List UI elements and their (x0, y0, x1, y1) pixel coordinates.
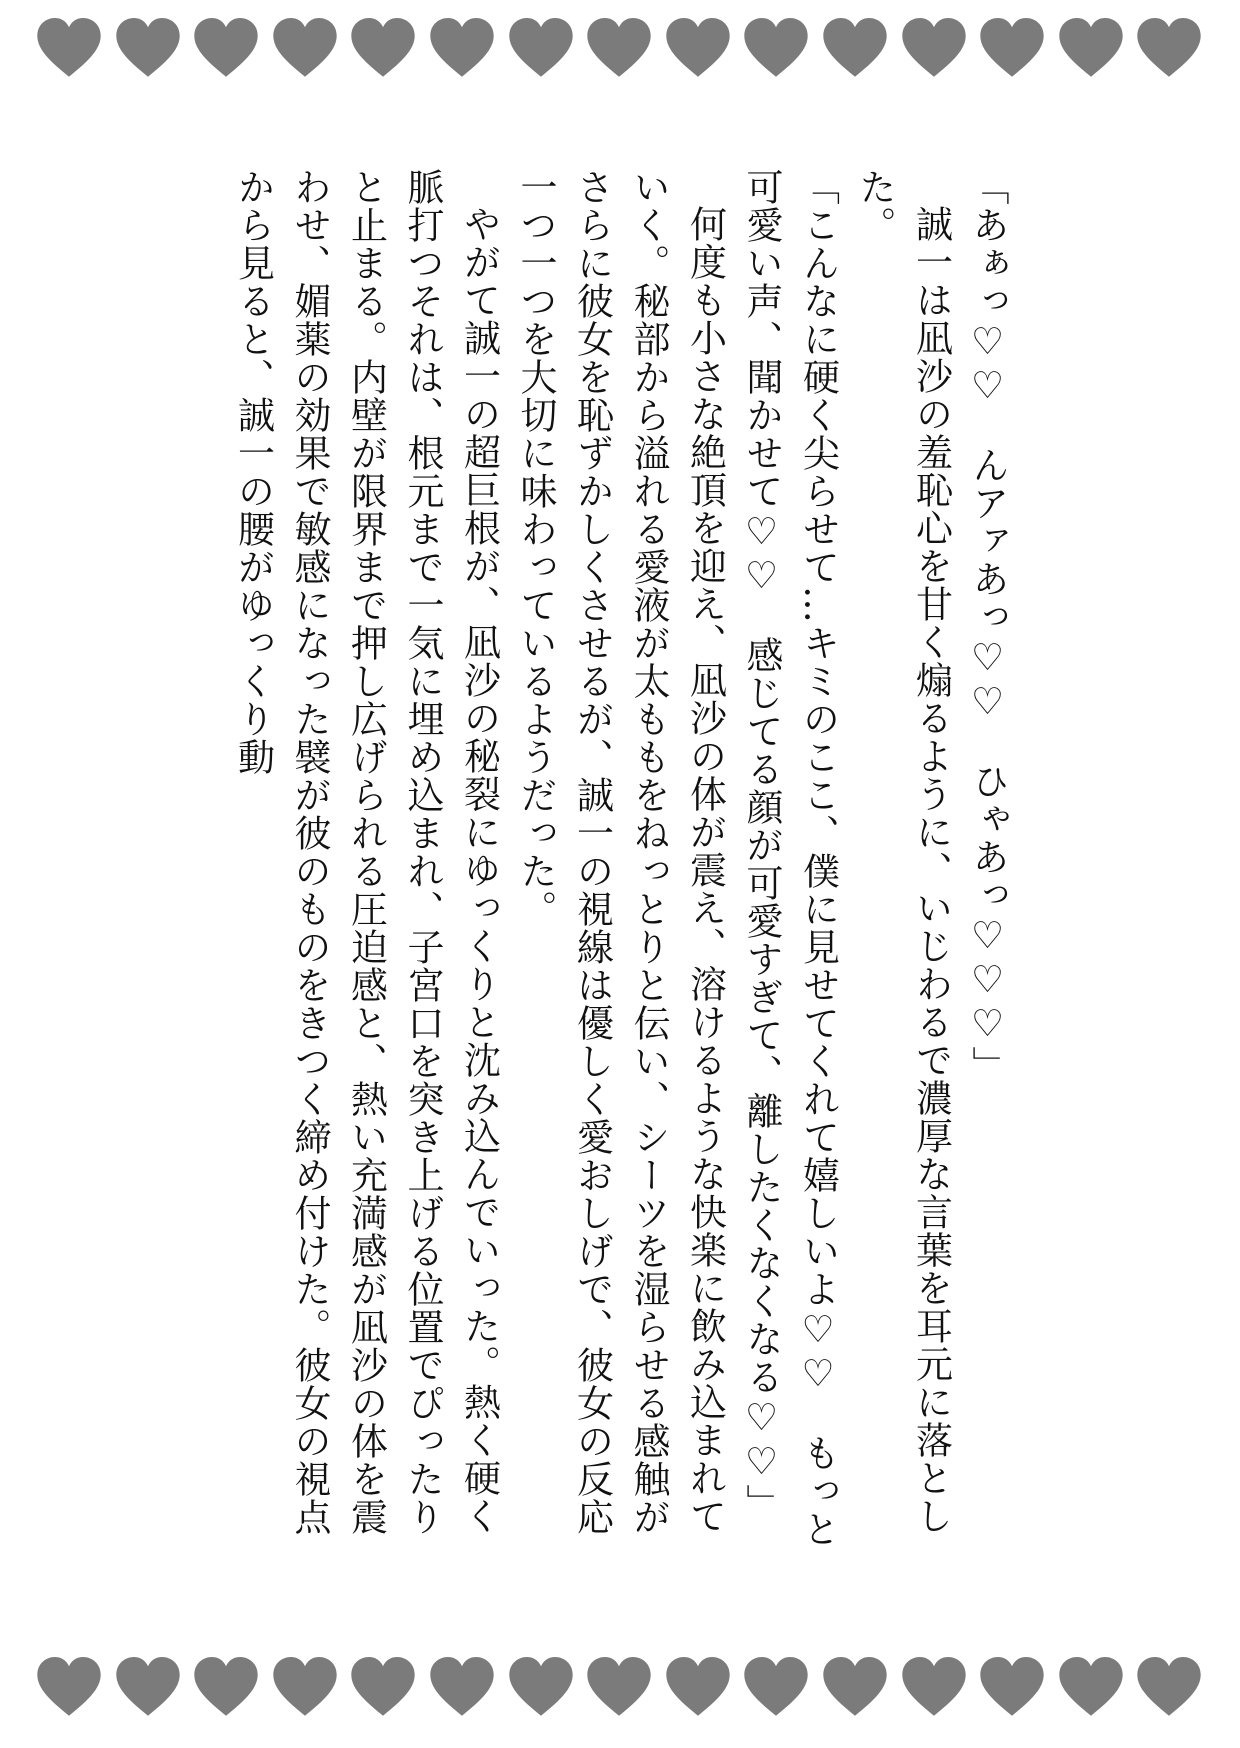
heart-icon (743, 16, 809, 82)
narration-paragraph: やがて誠一の超巨根が、凪沙の秘裂にゆっくりと沈み込んでいった。熱く硬く脈打つそれは、根元まで一気に埋め込まれ、子宮口を突き上げる位置でぴったりと止まる。内壁が限界まで押し広げられる圧迫感と、熱い充満感が凪沙の体を震わせ、媚薬の効果で敏感になった襞が彼のものをきつく締め付けた。彼女の視点から見ると、誠一の腰がゆっくり動 (231, 168, 501, 1536)
dialogue-paragraph: 「こんなに硬く尖らせて…キミのここ、僕に見せてくれて嬉しいよ♡♡ もっと可愛い声、聞かせて♡♡ 感じてる顔が可愛すぎて、離したくなくなる♡♡」 (740, 168, 840, 1548)
novel-text-body (225, 168, 1015, 1558)
heart-icon (429, 1655, 495, 1721)
heart-icon (979, 16, 1045, 82)
heart-icon (979, 1655, 1045, 1721)
heart-icon (36, 16, 102, 82)
heart-icon (193, 16, 259, 82)
heart-icon (586, 1655, 652, 1721)
heart-icon (822, 1655, 888, 1721)
heart-icon (901, 16, 967, 82)
heart-icon (1136, 1655, 1202, 1721)
heart-icon (665, 16, 731, 82)
heart-icon (822, 16, 888, 82)
heart-icon (115, 1655, 181, 1721)
heart-icon (272, 1655, 338, 1721)
heart-icon (1058, 1655, 1124, 1721)
heart-icon (350, 1655, 416, 1721)
heart-icon (1058, 16, 1124, 82)
heart-icon (508, 16, 574, 82)
heart-icon (429, 16, 495, 82)
heart-icon (115, 16, 181, 82)
narration-paragraph: 何度も小さな絶頂を迎え、凪沙の体が震え、溶けるような快楽に飲み込まれていく。秘部から溢れる愛液が太ももをねっとりと伝い、シーツを湿らせる感触がさらに彼女を恥ずかしくさせるが、誠一の視線は優しく愛おしげで、彼女の反応一つ一つを大切に味わっているようだった。 (514, 168, 727, 1536)
top-heart-border (0, 6, 1240, 96)
heart-icon (743, 1655, 809, 1721)
heart-icon (665, 1655, 731, 1721)
heart-icon (1136, 16, 1202, 82)
narration-paragraph: 誠一は凪沙の羞恥心を甘く煽るように、いじわるで濃厚な言葉を耳元に落とした。 (853, 168, 953, 1535)
heart-icon (36, 1655, 102, 1721)
heart-icon (272, 16, 338, 82)
heart-icon (901, 1655, 967, 1721)
bottom-heart-border (0, 1645, 1240, 1735)
heart-icon (193, 1655, 259, 1721)
heart-icon (350, 16, 416, 82)
heart-icon (508, 1655, 574, 1721)
dialogue-paragraph: 「あぁっ♡♡ んアァあっ♡♡ ひゃあっ♡♡♡」 (966, 168, 1009, 1084)
heart-icon (586, 16, 652, 82)
